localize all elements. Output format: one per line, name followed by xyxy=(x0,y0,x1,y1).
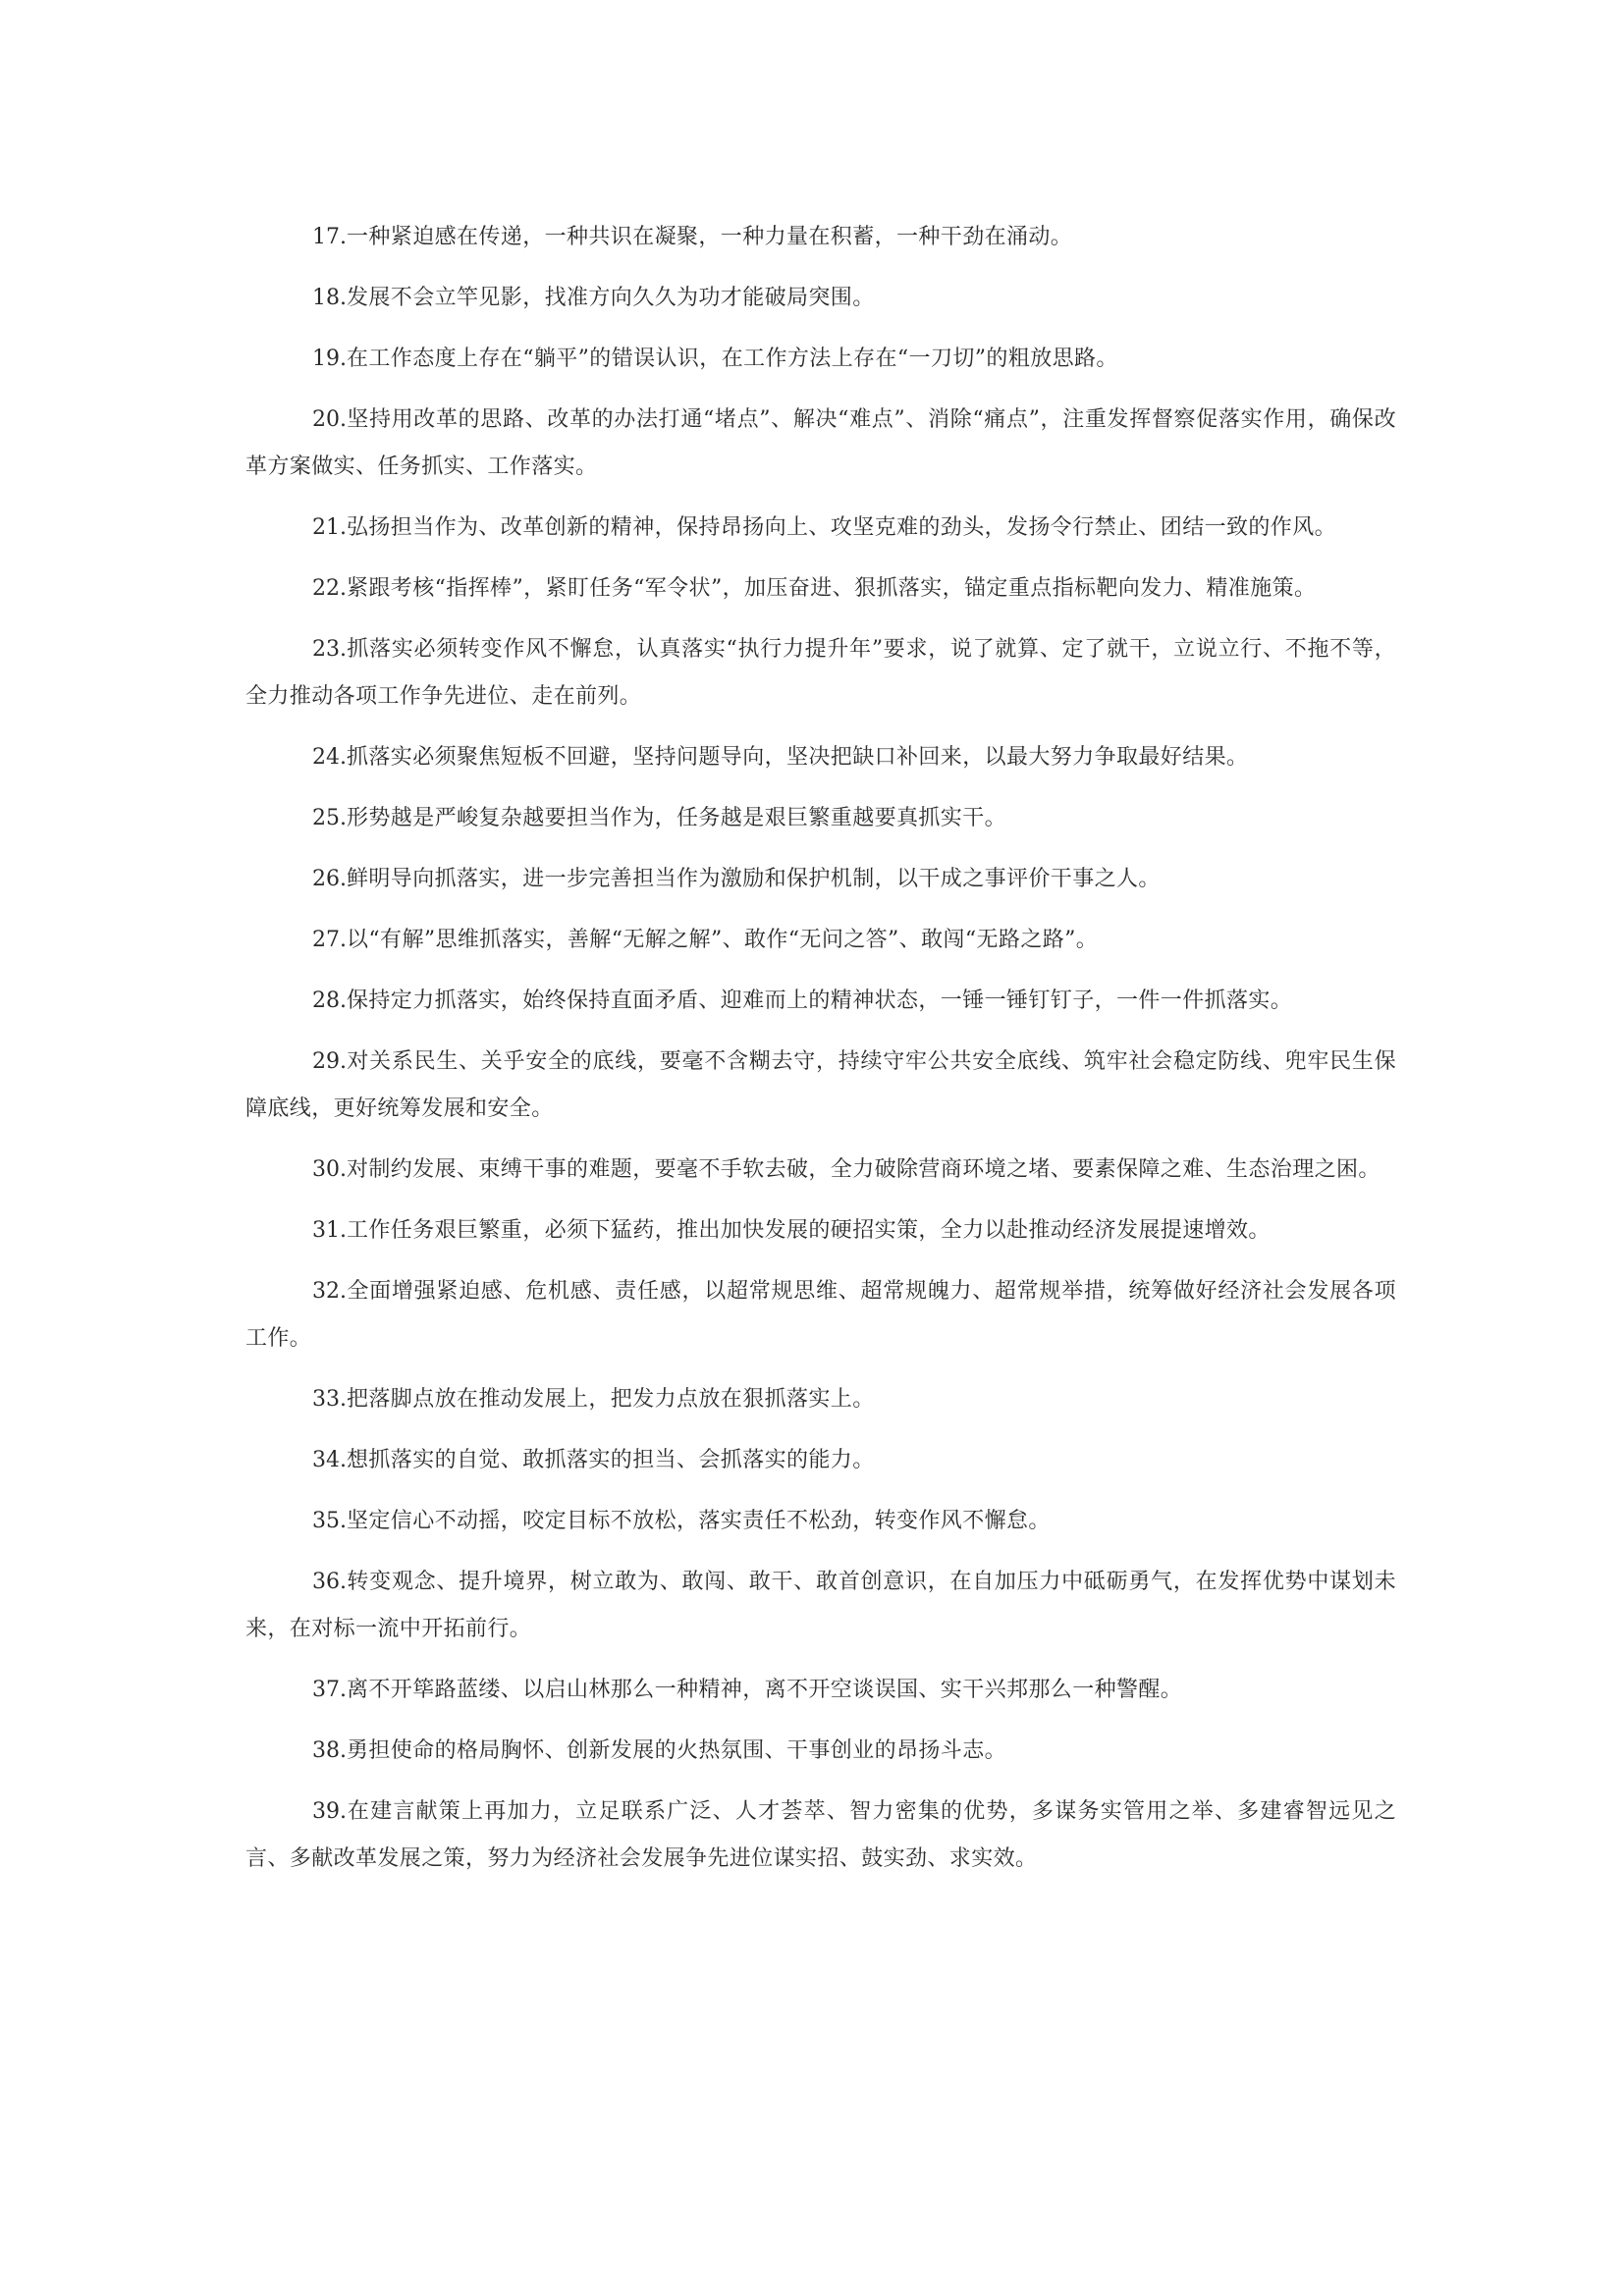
item-number: 32. xyxy=(312,1279,347,1304)
paragraph-30 xyxy=(245,1147,1396,1194)
item-text: 一种紧迫感在传递，一种共识在凝聚，一种力量在积蓄，一种干劲在涌动。 xyxy=(347,225,1073,249)
item-number: 30. xyxy=(312,1157,347,1182)
paragraph-23 xyxy=(245,626,1396,721)
item-text: 抓落实必须聚焦短板不回避，坚持问题导向，坚决把缺口补回来，以最大努力争取最好结果。 xyxy=(347,745,1249,770)
paragraph-18 xyxy=(245,275,1396,322)
item-number: 22. xyxy=(312,576,347,601)
item-text: 形势越是严峻复杂越要担当作为，任务越是艰巨繁重越要真抓实干。 xyxy=(347,806,1007,830)
item-number: 25. xyxy=(312,806,347,830)
paragraph-19 xyxy=(245,336,1396,383)
item-text: 发展不会立竿见影，找准方向久久为功才能破局突围。 xyxy=(347,286,875,310)
item-number: 29. xyxy=(312,1049,347,1074)
item-number: 31. xyxy=(312,1218,347,1243)
document-page xyxy=(245,214,1396,1896)
item-number: 18. xyxy=(312,286,347,310)
item-text: 把落脚点放在推动发展上，把发力点放在狠抓落实上。 xyxy=(347,1387,875,1412)
item-text: 鲜明导向抓落实，进一步完善担当作为激励和保护机制，以干成之事评价干事之人。 xyxy=(347,867,1161,891)
item-number: 19. xyxy=(312,347,347,371)
item-text: 抓落实必须转变作风不懈怠，认真落实“执行力提升年”要求，说了就算、定了就干，立说立行、不拖不等，全力推动各项工作争先进位、走在前列。 xyxy=(245,637,1396,709)
paragraph-37 xyxy=(245,1667,1396,1714)
paragraph-26 xyxy=(245,856,1396,903)
item-text: 想抓落实的自觉、敢抓落实的担当、会抓落实的能力。 xyxy=(347,1448,875,1472)
paragraph-36 xyxy=(245,1559,1396,1653)
item-number: 38. xyxy=(312,1738,347,1763)
item-text: 坚定信心不动摇，咬定目标不放松，落实责任不松劲，转变作风不懈怠。 xyxy=(347,1509,1051,1533)
item-number: 39. xyxy=(312,1799,347,1824)
item-number: 28. xyxy=(312,988,347,1013)
item-number: 35. xyxy=(312,1509,347,1533)
item-text: 全面增强紧迫感、危机感、责任感，以超常规思维、超常规魄力、超常规举措，统筹做好经济社会发展各项工作。 xyxy=(245,1279,1396,1351)
item-number: 34. xyxy=(312,1448,347,1472)
paragraph-28 xyxy=(245,978,1396,1025)
paragraph-33 xyxy=(245,1376,1396,1423)
paragraph-38 xyxy=(245,1728,1396,1775)
item-text: 对关系民生、关乎安全的底线，要毫不含糊去守，持续守牢公共安全底线、筑牢社会稳定防线、兜牢民生保障底线，更好统筹发展和安全。 xyxy=(245,1049,1396,1121)
paragraph-27 xyxy=(245,917,1396,964)
item-text: 在工作态度上存在“躺平”的错误认识，在工作方法上存在“一刀切”的粗放思路。 xyxy=(347,347,1118,371)
paragraph-32 xyxy=(245,1268,1396,1362)
paragraph-17 xyxy=(245,214,1396,261)
paragraph-31 xyxy=(245,1207,1396,1255)
item-number: 20. xyxy=(312,407,347,432)
paragraph-34 xyxy=(245,1437,1396,1484)
paragraph-35 xyxy=(245,1498,1396,1545)
item-text: 保持定力抓落实，始终保持直面矛盾、迎难而上的精神状态，一锤一锤钉钉子，一件一件抓落实。 xyxy=(347,988,1293,1013)
item-text: 转变观念、提升境界，树立敢为、敢闯、敢干、敢首创意识，在自加压力中砥砺勇气，在发挥优势中谋划未来，在对标一流中开拓前行。 xyxy=(245,1570,1396,1641)
item-text: 离不开筚路蓝缕、以启山林那么一种精神，离不开空谈误国、实干兴邦那么一种警醒。 xyxy=(347,1678,1183,1702)
item-text: 以“有解”思维抓落实，善解“无解之解”、敢作“无问之答”、敢闯“无路之路”。 xyxy=(347,928,1099,952)
item-number: 27. xyxy=(312,928,347,952)
item-number: 21. xyxy=(312,515,347,540)
paragraph-20 xyxy=(245,397,1396,491)
item-text: 对制约发展、束缚干事的难题，要毫不手软去破，全力破除营商环境之堵、要素保障之难、生态治理之困。 xyxy=(347,1157,1380,1182)
item-text: 工作任务艰巨繁重，必须下猛药，推出加快发展的硬招实策，全力以赴推动经济发展提速增效。 xyxy=(347,1218,1271,1243)
item-number: 36. xyxy=(312,1570,347,1594)
paragraph-29 xyxy=(245,1039,1396,1133)
item-number: 17. xyxy=(312,225,347,249)
item-number: 24. xyxy=(312,745,347,770)
item-number: 23. xyxy=(312,637,347,662)
item-number: 26. xyxy=(312,867,347,891)
item-number: 37. xyxy=(312,1678,347,1702)
paragraph-22 xyxy=(245,565,1396,613)
item-text: 坚持用改革的思路、改革的办法打通“堵点”、解决“难点”、消除“痛点”，注重发挥督察促落实作用，确保改革方案做实、任务抓实、工作落实。 xyxy=(245,407,1396,479)
paragraph-21 xyxy=(245,505,1396,552)
item-text: 勇担使命的格局胸怀、创新发展的火热氛围、干事创业的昂扬斗志。 xyxy=(347,1738,1007,1763)
item-text: 在建言献策上再加力，立足联系广泛、人才荟萃、智力密集的优势，多谋务实管用之举、多建睿智远见之言、多献改革发展之策，努力为经济社会发展争先进位谋实招、鼓实劲、求实效。 xyxy=(245,1799,1396,1871)
paragraph-39 xyxy=(245,1789,1396,1883)
item-text: 紧跟考核“指挥棒”，紧盯任务“军令状”，加压奋进、狠抓落实，锚定重点指标靶向发力、精准施策。 xyxy=(347,576,1317,601)
paragraph-25 xyxy=(245,795,1396,842)
paragraph-24 xyxy=(245,734,1396,781)
item-number: 33. xyxy=(312,1387,347,1412)
item-text: 弘扬担当作为、改革创新的精神，保持昂扬向上、攻坚克难的劲头，发扬令行禁止、团结一致的作风。 xyxy=(347,515,1337,540)
